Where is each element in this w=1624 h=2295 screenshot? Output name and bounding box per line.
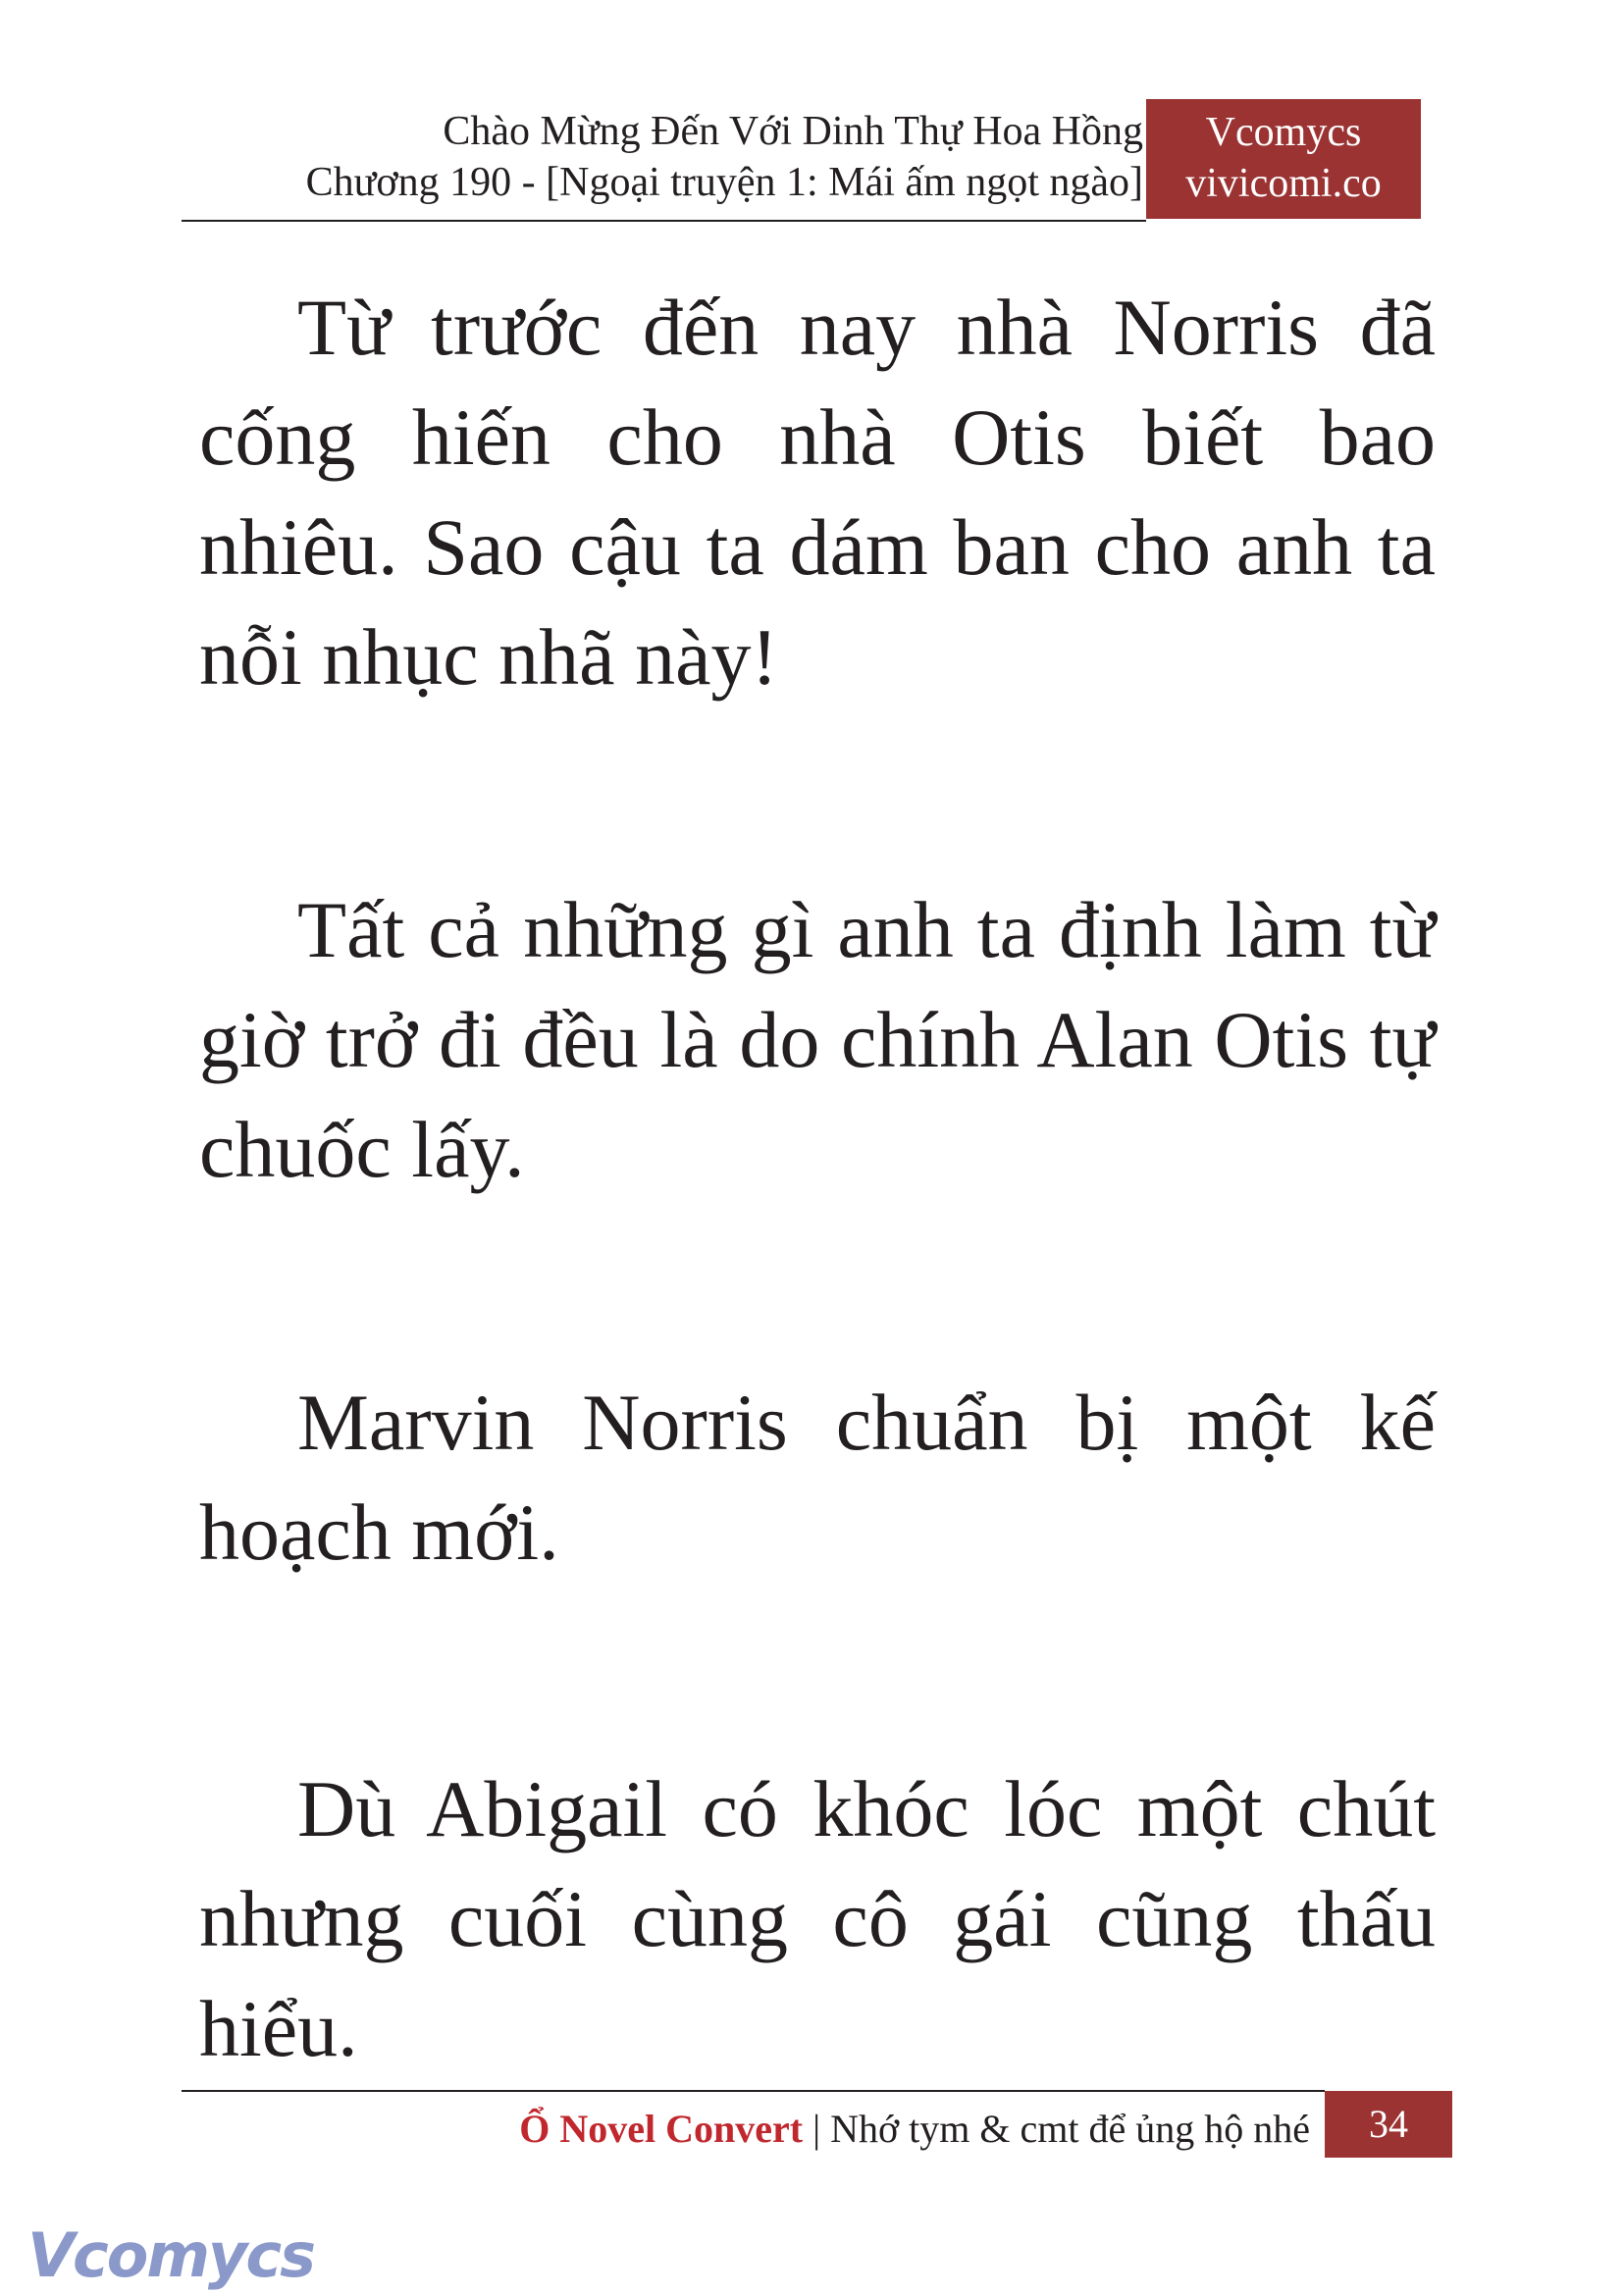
paragraph: Marvin Norris chuẩn bị một kế hoạch mới. bbox=[199, 1378, 1436, 1577]
page-footer bbox=[519, 2100, 1310, 2159]
paragraph: Từ trước đến nay nhà Norris đã cống hiến cho nhà Otis biết bao nhiêu. Sao cậu ta dám ban cho anh ta nỗi nhục nhã này! bbox=[199, 283, 1436, 702]
book-title: Chào Mừng Đến Với Dinh Thự Hoa Hồng bbox=[443, 109, 1143, 154]
watermark-logo: Vcomycs bbox=[27, 2219, 315, 2291]
running-header bbox=[64, 106, 1143, 208]
footer-divider bbox=[182, 2090, 1325, 2092]
brand-badge bbox=[1146, 99, 1421, 219]
brand-name: Vcomycs bbox=[1205, 110, 1362, 155]
page-number: 34 bbox=[1325, 2091, 1452, 2158]
brand-site: vivicomi.co bbox=[1185, 161, 1382, 206]
paragraph: Dù Abigail có khóc lóc một chút nhưng cuối cùng cô gái cũng thấu hiểu. bbox=[199, 1764, 1436, 2073]
chapter-title: Chương 190 - [Ngoại truyện 1: Mái ấm ngọt ngào] bbox=[305, 160, 1143, 205]
footer-message: Nhớ tym & cmt để ủng hộ nhé bbox=[830, 2107, 1310, 2151]
header-divider bbox=[182, 220, 1146, 222]
footer-separator: | bbox=[812, 2107, 821, 2151]
paragraph: Tất cả những gì anh ta định làm từ giờ trở đi đều là do chính Alan Otis tự chuốc lấy. bbox=[199, 885, 1436, 1194]
chapter-body bbox=[199, 273, 1436, 2084]
footer-brand: Ổ Novel Convert bbox=[519, 2107, 804, 2151]
